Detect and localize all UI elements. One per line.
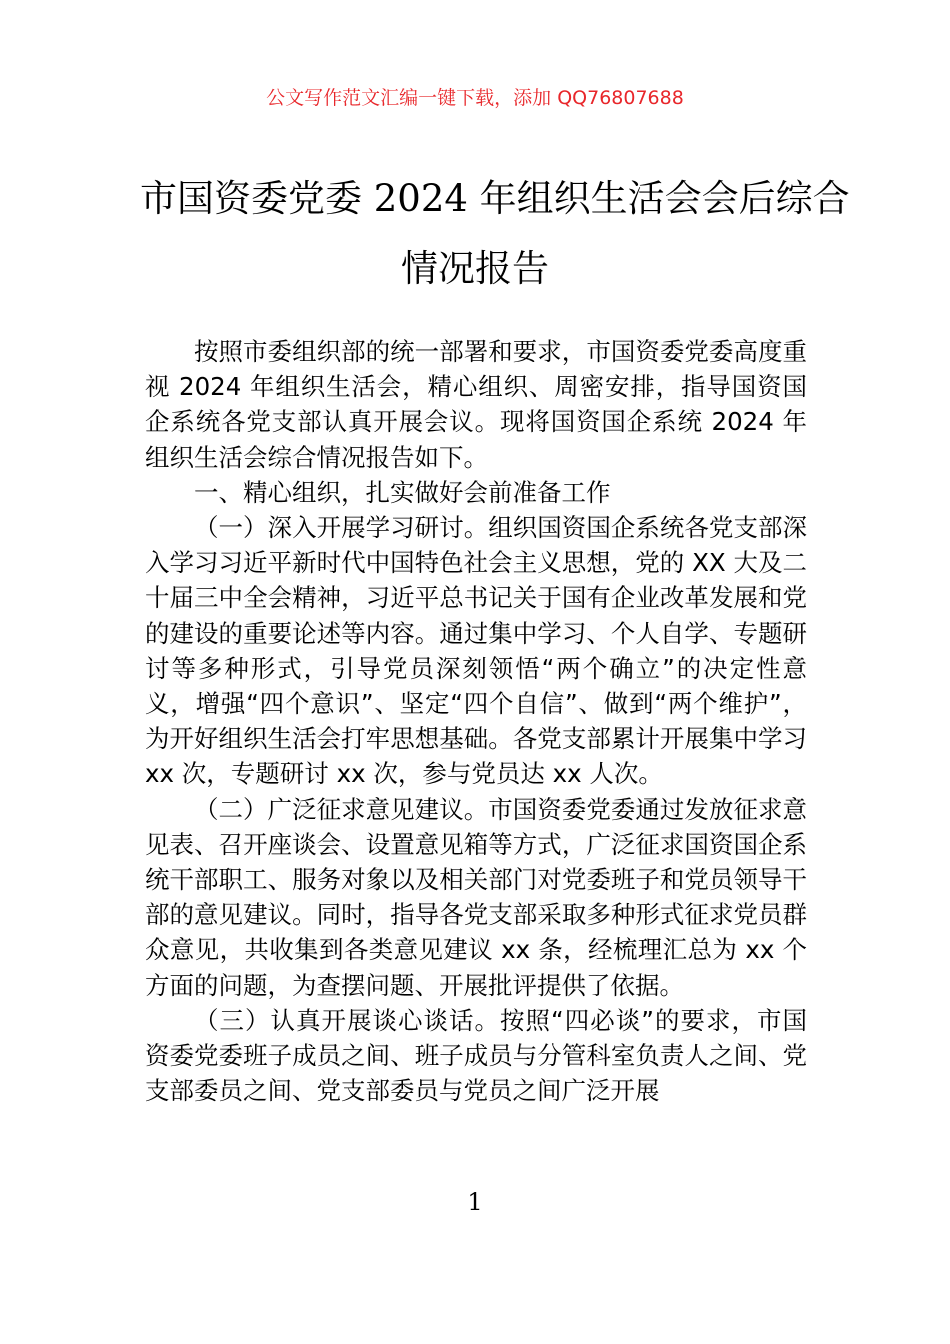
page-number: 1 <box>467 1188 483 1216</box>
intro-paragraph: 按照市委组织部的统一部署和要求，市国资委党委高度重视 2024 年组织生活会，精心组织、周密安排，指导国资国企系统各党支部认真开展会议。现将国资国企系统 2024 年组织生活会综合情况报告如下。 <box>145 337 807 472</box>
section-heading-1: 一、精心组织，扎实做好会前准备工作 <box>194 477 611 507</box>
download-notice-banner: 公文写作范文汇编一键下载，添加 QQ76807688 <box>266 87 684 109</box>
subsection-2-paragraph: （二）广泛征求意见建议。市国资委党委通过发放征求意见表、召开座谈会、设置意见箱等方式，广泛征求国资国企系统干部职工、服务对象以及相关部门对党委班子和党员领导干部的意见建议。同时，指导各党支部采取多种形式征求党员群众意见，共收集到各类意见建议 xx 条，经梳理汇总为 xx 个方面的问题，为查摆问题、开展批评提供了依据。 <box>145 794 807 1000</box>
title-line-1: 市国资委党委 2024 年组织生活会会后综合 <box>140 177 850 220</box>
subsection-1-paragraph: （一）深入开展学习研讨。组织国资国企系统各党支部深入学习习近平新时代中国特色社会主义思想，党的 XX 大及二十届三中全会精神，习近平总书记关于国有企业改革发展和党的建设的重要论述等内容。通过集中学习、个人自学、专题研讨等多种形式，引导党员深刻领悟“两个确立”的决定性意义，增强“四个意识”、坚定“四个自信”、做到“两个维护”，为开好组织生活会打牢思想基础。各党支部累计开展集中学习 xx 次，专题研讨 xx 次，参与党员达 xx 人次。 <box>145 513 807 789</box>
title-line-2: 情况报告 <box>401 247 549 290</box>
document-body <box>145 334 807 1108</box>
document-title <box>140 164 850 304</box>
subsection-3-paragraph: （三）认真开展谈心谈话。按照“四必谈”的要求，市国资委党委班子成员之间、班子成员与分管科室负责人之间、党支部委员之间、党支部委员与党员之间广泛开展 <box>145 1005 807 1106</box>
